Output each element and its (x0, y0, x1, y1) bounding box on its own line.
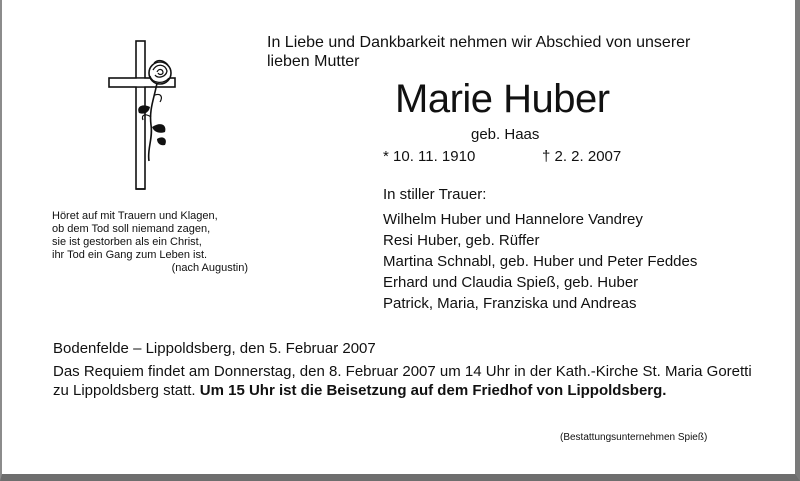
mourner-item: Wilhelm Huber und Hannelore Vandrey (383, 211, 643, 228)
poem-line: Höret auf mit Trauern und Klagen, (52, 210, 218, 222)
intro-text (267, 33, 747, 71)
requiem-text (53, 362, 753, 400)
mourners-list (383, 209, 697, 314)
poem-line: ihr Tod ein Gang zum Leben ist. (52, 249, 208, 261)
poem (52, 210, 262, 275)
mourner-item: Resi Huber, geb. Rüffer (383, 232, 540, 249)
mourning-heading: In stiller Trauer: (383, 186, 487, 203)
mourner-item: Patrick, Maria, Franziska und Andreas (383, 295, 637, 312)
cross-with-rose-icon (105, 35, 205, 195)
place-date: Bodenfelde – Lippoldsberg, den 5. Februar 2007 (53, 340, 376, 357)
poem-line: ob dem Tod soll niemand zagen, (52, 223, 211, 235)
intro-line-1: In Liebe und Dankbarkeit nehmen wir Abschied von unserer (267, 34, 691, 51)
requiem-bold: Um 15 Uhr ist die Beisetzung auf dem Friedhof von Lippoldsberg. (199, 382, 667, 399)
poem-attribution: (nach Augustin) (171, 262, 248, 274)
birth-date: * 10. 11. 1910 (383, 148, 476, 165)
funeral-home-credit: (Bestattungsunternehmen Spieß) (560, 432, 708, 443)
mourner-item: Martina Schnabl, geb. Huber und Peter Feddes (383, 253, 698, 270)
maiden-name: geb. Haas (471, 126, 540, 143)
deceased-name: Marie Huber (395, 77, 610, 121)
death-date: † 2. 2. 2007 (542, 148, 622, 165)
requiem-regular: Das Requiem findet am Donnerstag, den 8. Februar 2007 um 14 Uhr in der Kath.-Kirche St. Maria Goretti zu Lippoldsberg statt. (53, 363, 752, 399)
mourner-item: Erhard und Claudia Spieß, geb. Huber (383, 274, 639, 291)
poem-line: sie ist gestorben als ein Christ, (52, 236, 202, 248)
intro-line-2: lieben Mutter (267, 53, 360, 70)
